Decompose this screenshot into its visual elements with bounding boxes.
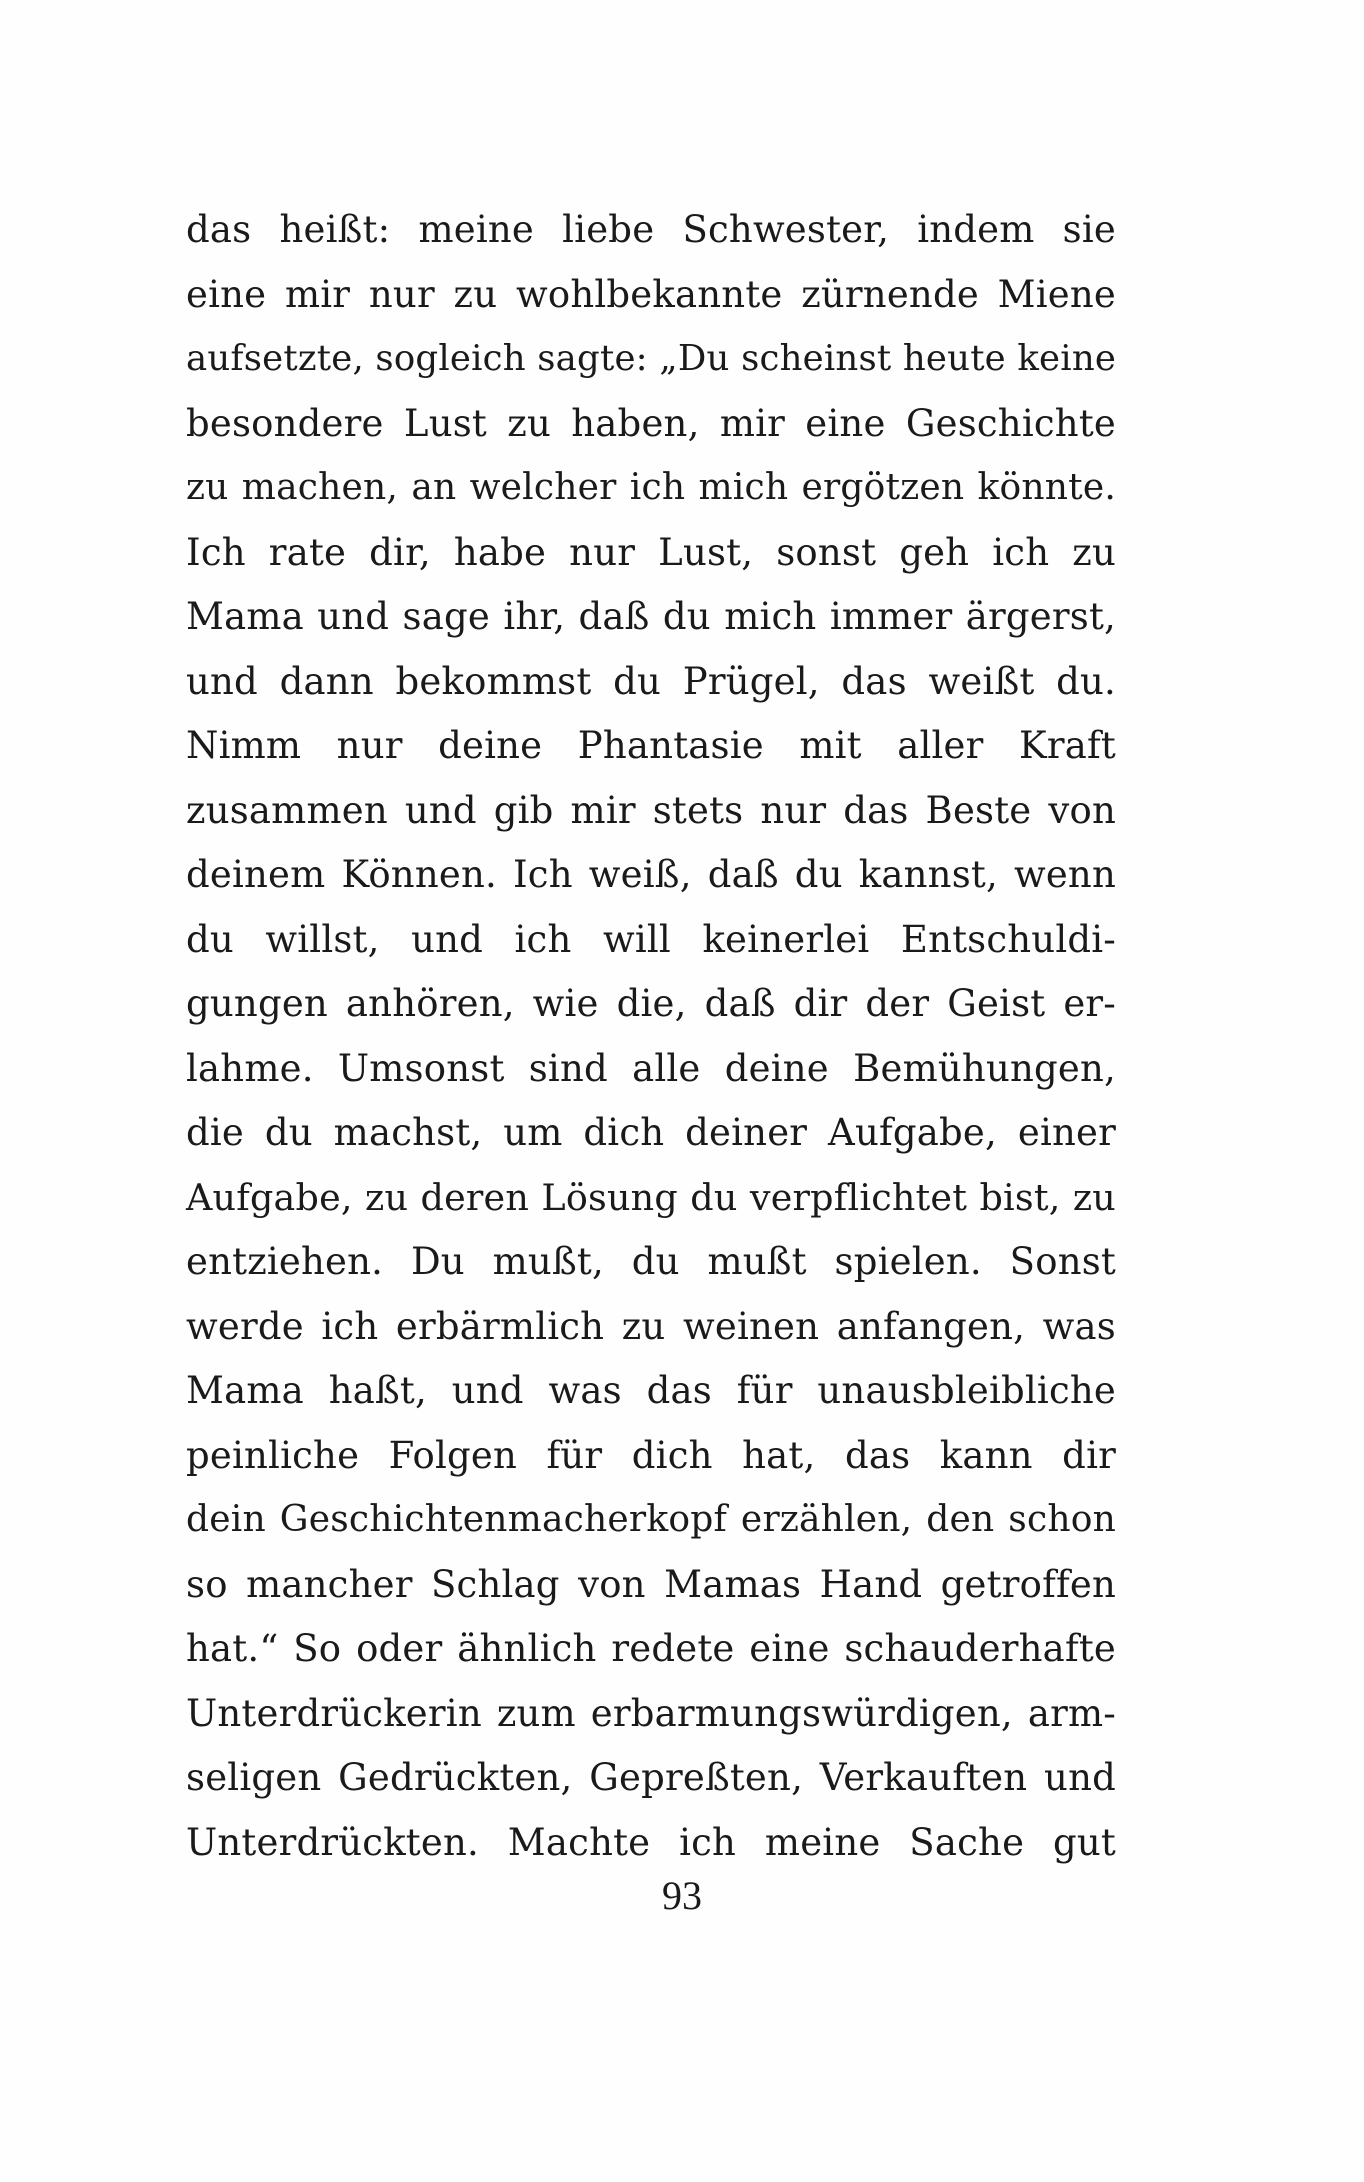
text-line: gungen anhören, wie die, daß dir der Geist er-: [186, 982, 1116, 1025]
text-line: hat.“ So oder ähnlich redete eine schauderhafte: [186, 1627, 1116, 1670]
text-line: zusammen und gib mir stets nur das Beste von: [186, 788, 1116, 832]
text-line: Unterdrückten. Machte ich meine Sache gut: [186, 1820, 1116, 1864]
text-line: zu machen, an welcher ich mich ergötzen könnte.: [186, 467, 1116, 508]
text-line: dein Geschichtenmacherkopf erzählen, den schon: [186, 1499, 1116, 1540]
text-line: werde ich erbärmlich zu weinen anfangen, was: [186, 1304, 1116, 1348]
text-line: du willst, und ich will keinerlei Entschuldi-: [186, 917, 1116, 961]
text-line: entziehen. Du mußt, du mußt spielen. Sonst: [186, 1240, 1116, 1283]
text-line: Mama und sage ihr, daß du mich immer ärgerst,: [186, 595, 1116, 638]
text-line: Nimm nur deine Phantasie mit aller Kraft: [186, 724, 1116, 767]
text-line: Mama haßt, und was das für unausbleibliche: [186, 1369, 1116, 1412]
text-line: so mancher Schlag von Mamas Hand getroffen: [186, 1562, 1116, 1606]
text-line: das heißt: meine liebe Schwester, indem sie: [186, 208, 1116, 251]
text-line: besondere Lust zu haben, mir eine Geschichte: [186, 401, 1116, 445]
text-line: und dann bekommst du Prügel, das weißt du.: [186, 659, 1116, 703]
text-line: lahme. Umsonst sind alle deine Bemühungen,: [186, 1046, 1116, 1090]
text-line: peinliche Folgen für dich hat, das kann dir: [186, 1433, 1116, 1477]
page-number: 93: [662, 1873, 702, 1918]
body-text: [186, 198, 1116, 1875]
text-line: Unterdrückerin zum erbarmungswürdigen, arm-: [186, 1691, 1116, 1735]
text-line: seligen Gedrückten, Gepreßten, Verkauften und: [186, 1756, 1116, 1799]
text-line: aufsetzte, sogleich sagte: „Du scheinst heute keine: [186, 338, 1117, 379]
text-line: eine mir nur zu wohlbekannte zürnende Miene: [186, 272, 1116, 316]
text-line: Ich rate dir, habe nur Lust, sonst geh ich zu: [186, 530, 1116, 574]
text-line: die du machst, um dich deiner Aufgabe, einer: [186, 1111, 1116, 1154]
text-line: deinem Können. Ich weiß, daß du kannst, wenn: [186, 853, 1116, 896]
text-line: Aufgabe, zu deren Lösung du verpflichtet bist, zu: [186, 1175, 1116, 1219]
